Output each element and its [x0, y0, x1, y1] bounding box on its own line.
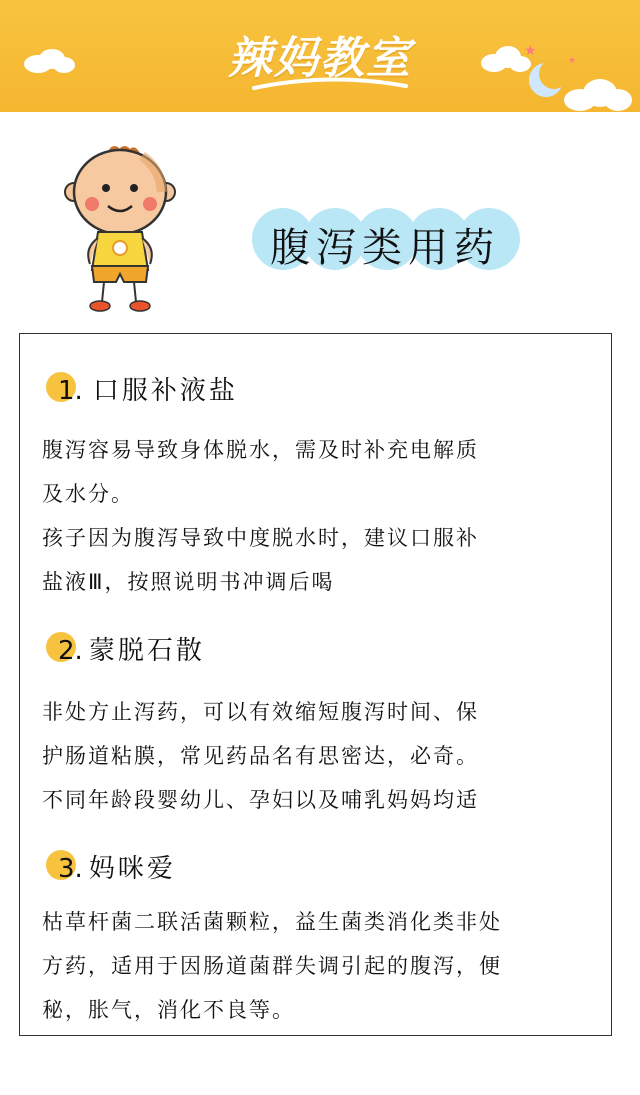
body-line: 腹泻容易导致身体脱水，需及时补充电解质: [42, 438, 479, 462]
section-title: 口服补液盐: [92, 376, 238, 406]
body-line: 护肠道粘膜，常见药品名有思密达，必奇。: [42, 744, 479, 768]
body-line: 非处方止泻药，可以有效缩短腹泻时间、保: [42, 700, 479, 724]
cartoon-baby-icon: [62, 142, 182, 314]
body-line: 秘，胀气，消化不良等。: [42, 998, 295, 1022]
section-body: [42, 900, 602, 1032]
body-line: 不同年龄段婴幼儿、孕妇以及哺乳妈妈均适: [42, 788, 479, 812]
body-line: 枯草杆菌二联活菌颗粒，益生菌类消化类非处: [42, 910, 502, 934]
section-body: [42, 690, 602, 822]
topic-title: 腹泻类用药: [270, 225, 500, 271]
star-icon: ★: [524, 43, 537, 59]
section-number: 3. 妈咪爱: [58, 854, 176, 884]
content-box: [19, 333, 612, 1036]
section-number: 2. 蒙脱石散: [58, 636, 205, 666]
body-line: 及水分。: [42, 482, 134, 506]
topic-title-block: [250, 208, 520, 274]
section-number: 1. 口服补液盐: [58, 376, 238, 406]
section-body: [42, 428, 602, 604]
body-line: 方药，适用于因肠道菌群失调引起的腹泻，便: [42, 954, 502, 978]
title-swoosh: [250, 74, 410, 94]
section-title: 蒙脱石散: [88, 636, 205, 666]
page-title: 辣妈教室: [228, 33, 412, 84]
section-title: 妈咪爱: [88, 854, 176, 884]
star-icon: ★: [568, 56, 577, 66]
header-banner: [0, 0, 640, 112]
body-line: 孩子因为腹泻导致中度脱水时，建议口服补: [42, 526, 479, 550]
body-line: 盐液Ⅲ，按照说明书冲调后喝: [42, 570, 335, 594]
